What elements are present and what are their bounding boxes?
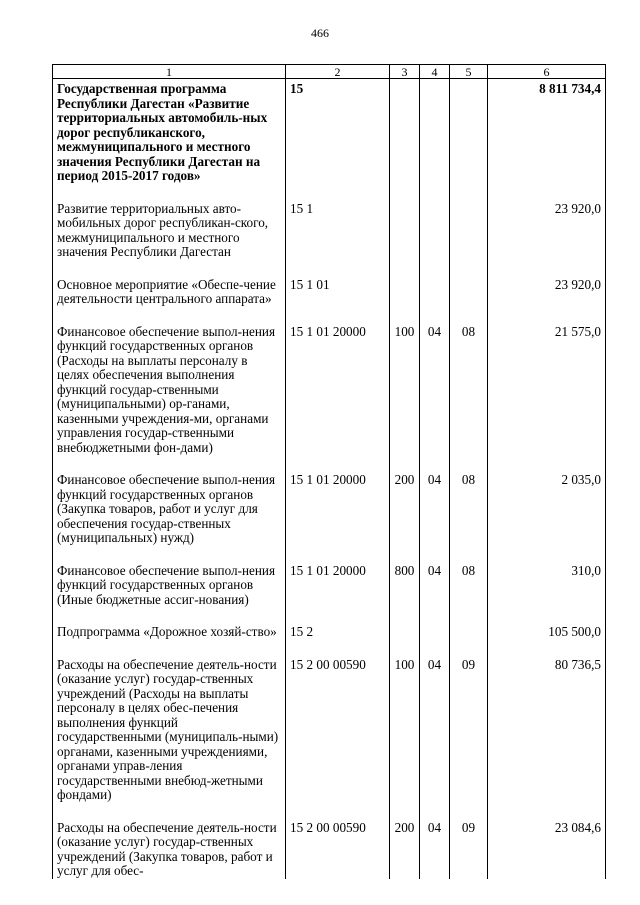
row-code: 15 2 bbox=[286, 607, 390, 640]
row-code: 15 2 00 00590 bbox=[286, 640, 390, 803]
row-code: 15 2 00 00590 bbox=[286, 803, 390, 879]
row-expense-type bbox=[390, 79, 420, 184]
row-subsection: 08 bbox=[450, 455, 488, 546]
row-name: Государственная программа Республики Дагестан «Развитие территориальных автомобиль-ных дорог республиканского, межмуниципального и местного значения Республики Дагестан на период 2015-2017 годов» bbox=[53, 79, 286, 184]
row-expense-type: 200 bbox=[390, 803, 420, 879]
table-row bbox=[53, 455, 606, 546]
row-amount: 105 500,0 bbox=[488, 607, 606, 640]
row-subsection bbox=[450, 607, 488, 640]
table-row bbox=[53, 307, 606, 456]
table-row bbox=[53, 260, 606, 307]
row-amount: 23 920,0 bbox=[488, 260, 606, 307]
row-subsection bbox=[450, 79, 488, 184]
row-subsection: 09 bbox=[450, 640, 488, 803]
table-row bbox=[53, 546, 606, 608]
table-row bbox=[53, 640, 606, 803]
table-row bbox=[53, 607, 606, 640]
column-header: 3 bbox=[390, 65, 420, 79]
row-section: 04 bbox=[420, 803, 450, 879]
budget-table bbox=[52, 64, 606, 879]
row-expense-type: 100 bbox=[390, 307, 420, 456]
row-amount: 310,0 bbox=[488, 546, 606, 608]
table-row bbox=[53, 803, 606, 879]
table-row bbox=[53, 184, 606, 260]
row-amount: 23 084,6 bbox=[488, 803, 606, 879]
row-code: 15 1 bbox=[286, 184, 390, 260]
page-number: 466 bbox=[311, 26, 329, 40]
row-section: 04 bbox=[420, 546, 450, 608]
row-code: 15 bbox=[286, 79, 390, 184]
row-code: 15 1 01 20000 bbox=[286, 546, 390, 608]
row-expense-type: 100 bbox=[390, 640, 420, 803]
row-expense-type bbox=[390, 184, 420, 260]
row-name: Финансовое обеспечение выпол-нения функций государственных органов (Иные бюджетные ассиг-нования) bbox=[53, 546, 286, 608]
row-section: 04 bbox=[420, 455, 450, 546]
column-header: 2 bbox=[286, 65, 390, 79]
row-code: 15 1 01 20000 bbox=[286, 307, 390, 456]
row-section bbox=[420, 260, 450, 307]
row-expense-type: 800 bbox=[390, 546, 420, 608]
row-subsection bbox=[450, 260, 488, 307]
header-row bbox=[53, 65, 606, 79]
row-subsection bbox=[450, 184, 488, 260]
row-subsection: 08 bbox=[450, 307, 488, 456]
row-amount: 21 575,0 bbox=[488, 307, 606, 456]
row-amount: 8 811 734,4 bbox=[488, 79, 606, 184]
row-section: 04 bbox=[420, 640, 450, 803]
row-name: Основное мероприятие «Обеспе-чение деятельности центрального аппарата» bbox=[53, 260, 286, 307]
row-subsection: 08 bbox=[450, 546, 488, 608]
row-name: Расходы на обеспечение деятель-ности (оказание услуг) государ-ственных учреждений (Расходы на выплаты персоналу в целях обес-печения выполнения функций государственными (муниципаль-ными) органами, казенными учреждениями, органами управ-ления государственными внебюд-жетными фондами) bbox=[53, 640, 286, 803]
column-header: 1 bbox=[53, 65, 286, 79]
row-name: Развитие территориальных авто-мобильных дорог республикан-ского, межмуниципального и местного значения Республики Дагестан bbox=[53, 184, 286, 260]
row-code: 15 1 01 20000 bbox=[286, 455, 390, 546]
table-row bbox=[53, 79, 606, 184]
row-code: 15 1 01 bbox=[286, 260, 390, 307]
row-name: Финансовое обеспечение выпол-нения функций государственных органов (Закупка товаров, работ и услуг для обеспечения государ-ственных (муниципальных) нужд) bbox=[53, 455, 286, 546]
row-amount: 23 920,0 bbox=[488, 184, 606, 260]
row-subsection: 09 bbox=[450, 803, 488, 879]
row-section bbox=[420, 79, 450, 184]
row-name: Финансовое обеспечение выпол-нения функций государственных органов (Расходы на выплаты персоналу в целях обеспечения выполнения функций государ-ственными (муниципальными) ор-ганами, казенными учреждения-ми, органами управления государ-ственными внебюджетными фон-дами) bbox=[53, 307, 286, 456]
column-header: 4 bbox=[420, 65, 450, 79]
column-header: 6 bbox=[488, 65, 606, 79]
row-expense-type bbox=[390, 607, 420, 640]
row-name: Расходы на обеспечение деятель-ности (оказание услуг) государ-ственных учреждений (Закупка товаров, работ и услуг для обес- bbox=[53, 803, 286, 879]
row-section bbox=[420, 607, 450, 640]
row-section: 04 bbox=[420, 307, 450, 456]
row-expense-type: 200 bbox=[390, 455, 420, 546]
column-header: 5 bbox=[450, 65, 488, 79]
row-name: Подпрограмма «Дорожное хозяй-ство» bbox=[53, 607, 286, 640]
row-expense-type bbox=[390, 260, 420, 307]
row-section bbox=[420, 184, 450, 260]
row-amount: 2 035,0 bbox=[488, 455, 606, 546]
row-amount: 80 736,5 bbox=[488, 640, 606, 803]
